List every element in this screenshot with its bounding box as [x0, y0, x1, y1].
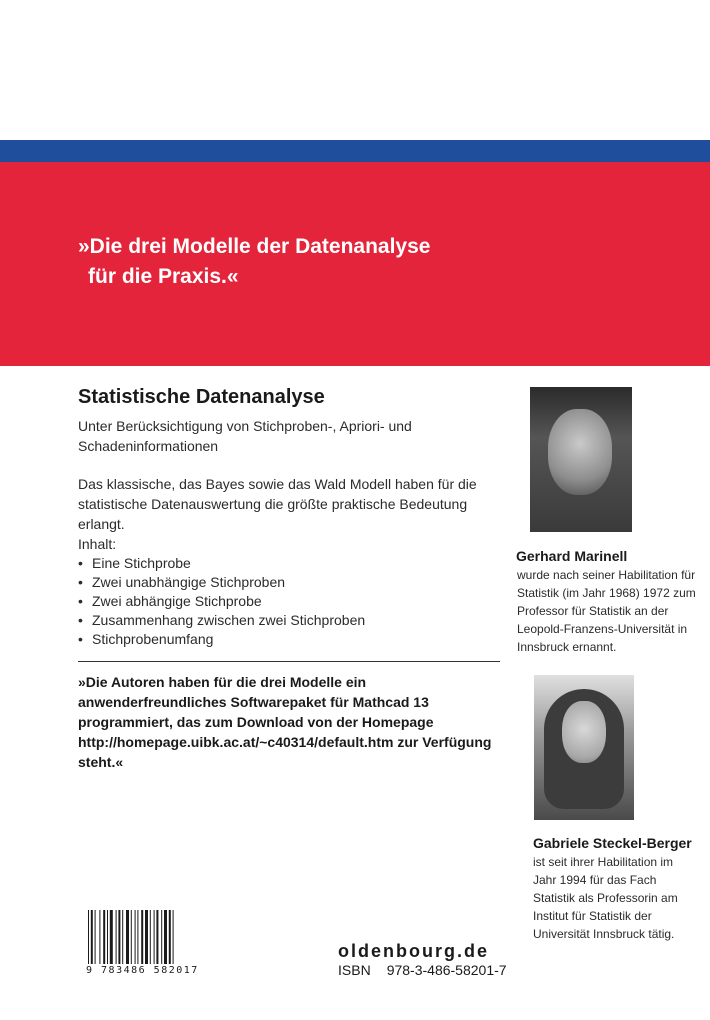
tagline-line-2: für die Praxis.« — [88, 265, 239, 288]
author-steckel-berger — [533, 834, 693, 943]
contents-item: • Stichprobenumfang — [78, 630, 508, 649]
barcode-bars — [86, 910, 210, 964]
contents-label: Inhalt: — [78, 536, 117, 552]
isbn-barcode — [86, 910, 210, 978]
book-description — [78, 384, 508, 772]
author-bio: wurde nach seiner Habilitation für Statistik (im Jahr 1968) 1972 zum Professor für Statistik an der Leopold-Franzens-Universität in Innsbruck ernannt. — [517, 568, 696, 654]
author-marinell — [516, 547, 696, 656]
publisher-website: oldenbourg.de — [338, 941, 489, 961]
book-subtitle: Unter Berücksichtigung von Stichproben-, Apriori- und Schadeninformationen — [78, 418, 412, 454]
divider — [78, 661, 500, 662]
contents-list — [78, 554, 508, 649]
author-name: Gabriele Steckel-Berger — [533, 835, 692, 851]
contents-item: • Zusammenhang zwischen zwei Stichproben — [78, 611, 508, 630]
isbn-line — [338, 962, 523, 978]
tagline-line-1: »Die drei Modelle der Datenanalyse — [78, 235, 431, 258]
contents-item: • Eine Stichprobe — [78, 554, 508, 573]
author-bio: ist seit ihrer Habilitation im Jahr 1994 für das Fach Statistik als Professorin am Institut für Statistik der Universität Innsbruck tätig. — [533, 855, 678, 941]
book-title: Statistische Datenanalyse — [78, 386, 325, 408]
blue-band — [0, 140, 710, 162]
book-description-text: Das klassische, das Bayes sowie das Wald Modell haben für die statistische Datenauswertung die größte praktische Bedeutung erlangt. — [78, 476, 477, 532]
isbn-label: ISBN — [338, 962, 371, 978]
barcode-number: 9 783486 582017 — [86, 965, 199, 976]
contents-item: • Zwei abhängige Stichprobe — [78, 592, 508, 611]
author-photo-steckel-berger — [534, 675, 634, 820]
portrait-face — [562, 701, 606, 763]
software-quote: »Die Autoren haben für die drei Modelle ein anwenderfreundliches Softwarepaket für Mathcad 13 programmiert, das zum Download von der Homepage http://homepage.uibk.ac.at/~c40314/default.htm zur Verfügung steht.« — [78, 674, 492, 770]
portrait-face — [548, 409, 612, 495]
author-name: Gerhard Marinell — [516, 548, 628, 564]
contents-item: • Zwei unabhängige Stichproben — [78, 573, 508, 592]
author-photo-marinell — [530, 387, 632, 532]
isbn-number: 978-3-486-58201-7 — [386, 962, 507, 978]
tagline — [78, 232, 430, 292]
